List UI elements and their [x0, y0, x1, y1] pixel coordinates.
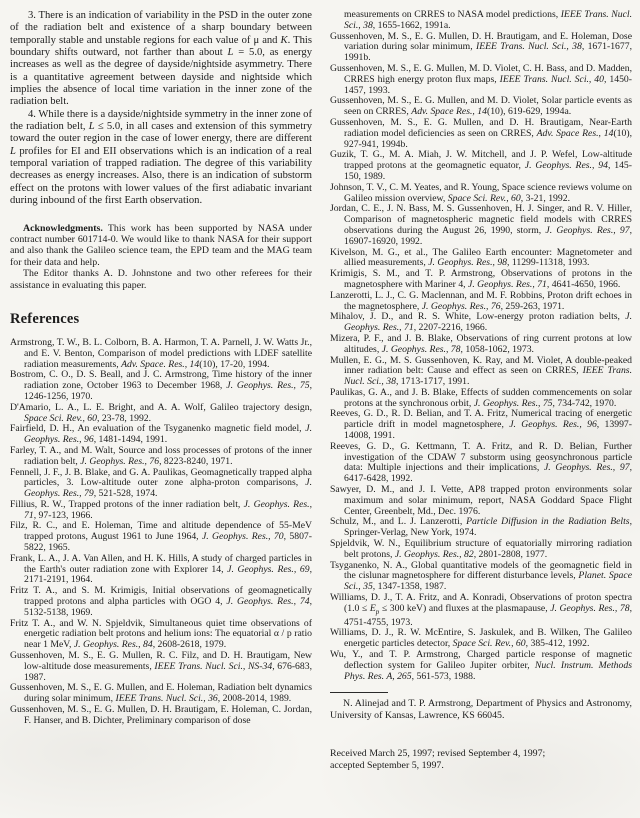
reference-entry: Paulikas, G. A., and J. B. Blake, Effects of sudden commencements on solar protons at the synchronous orbit, J. Geophys. Res., 75, 734-742, 1970. — [330, 386, 632, 409]
italic-text: J. Geophys. Res., 78 — [381, 343, 461, 355]
reference-entry: Gussenhoven, M. S., E. G. Mullen, R. C. Filz, and D. H. Brautigam, New low-altitude dose measurements, IEEE Trans. Nucl. Sci., NS-34, 676-683, 1987. — [10, 650, 313, 683]
italic-text: L — [227, 47, 234, 59]
italic-text: J. Geophys. Res., 74 — [226, 596, 310, 608]
acknowledgments-paragraph: Acknowledgments. This work has been supported by NASA under contract number 601714-0. We would like to thank NASA for their support and also thank the Galileo science team, the EPD team and the MAG team for their data and help. — [10, 222, 312, 268]
reference-entry: Farley, T. A., and M. Walt, Source and loss processes of protons of the inner radiation belt, J. Geophys. Res., 76, 8223-8240, 1971. — [10, 444, 312, 467]
reference-entry: Gussenhoven, M. S., E. G. Mullen, and E. Holeman, Radiation belt dynamics during solar minimum, IEEE Trans. Nucl. Sci., 36, 2008-2014, 1989. — [10, 682, 312, 705]
italic-text: J. Geophys. Res., 79 — [24, 477, 312, 500]
italic-text: J. Geophys. Res., 71 — [344, 311, 632, 334]
left-column — [10, 10, 312, 772]
reference-entry: Armstrong, T. W., B. L. Colborn, B. A. Harmon, T. A. Parnell, J. W. Watts Jr., and E. V. Benton, Comparison of model predictions with LDEF satellite radiation measurements, Adv. Space. Res., 14(10), 17-20, 1994. — [10, 336, 312, 370]
reference-entry: Reeves, G. D., R. D. Belian, and T. A. Fritz, Numerical tracing of energetic particle drift in model magnetosphere, J. Geophys. Res., 96, 13997-14008, 1991. — [330, 408, 632, 442]
italic-text: Adv. Space Res., 14 — [536, 127, 614, 139]
italic-text: Particle Diffusion in the Radiation Belts — [466, 516, 630, 528]
reference-entry: Tsyganenko, N. A., Global quantitative models of the geomagnetic field in the cislunar magnetosphere for different disturbance levels, Planet. Space Sci., 35, 1347-1358, 1987. — [330, 559, 632, 593]
footnote-divider — [330, 692, 388, 693]
italic-text: IEEE Trans. Nucl. Sci., 38 — [344, 9, 632, 31]
reference-entry: Fritz T. A., and S. M. Krimigis, Initial observations of geomagnetically trapped protons and alpha particles with OGO 4, J. Geophys. Res., 74, 5132-5138, 1969. — [10, 585, 313, 618]
italic-text: J. Geophys. Res., 69 — [227, 563, 310, 575]
italic-text: IEEE Trans. Nucl. Sci., 38 — [475, 41, 582, 53]
two-column-layout — [10, 10, 632, 772]
reference-entry: Bostrom, C. O., D. S. Beall, and J. C. Armstrong, Time history of the inner radiation zone, October 1963 to December 1968, J. Geophys. Res., 75, 1246-1256, 1970. — [10, 369, 312, 402]
reference-entry: Filz, R. C., and E. Holeman, Time and altitude dependence of 55-MeV trapped protons, August 1961 to June 1964, J. Geophys. Res., 70, 5807-5822, 1965. — [10, 520, 312, 554]
references-list-right — [330, 10, 632, 682]
italic-text: J. Geophys. Res., 96 — [509, 419, 597, 431]
reference-entry: Gussenhoven, M. S., E. G. Mullen, D. H. Brautigam, and E. Holeman, Dose variation during solar minimum, IEEE Trans. Nucl. Sci., 38, 1671-1677, 1991b. — [330, 30, 632, 64]
italic-text: J. Geophys. Res., 78 — [550, 602, 630, 614]
reference-entry: Johnson, T. V., C. M. Yeates, and R. Young, Space science reviews volume on Galileo mission overview, Space Sci. Rev., 60, 3-21, 1992. — [330, 181, 632, 204]
acknowledgments-section — [10, 223, 312, 291]
reference-entry: Gussenhoven, M. S., E. G. Mullen, and D. H. Brautigam, Near-Earth radiation model deficiencies as seen on CRRES, Adv. Space Res., 14(10), 927-941, 1994b. — [330, 116, 632, 150]
acknowledgments-paragraph: The Editor thanks A. D. Johnstone and two other referees for their assistance in evaluating this paper. — [10, 268, 312, 291]
italic-text: IEEE Trans. Nucl. Sci., 38 — [344, 365, 632, 388]
subscript-text: p — [375, 607, 380, 616]
italic-text: J. Geophys. Res., 71 — [468, 278, 547, 290]
italic-text: J. Geophys. Res., 76 — [80, 455, 160, 467]
author-affiliation: N. Alinejad and T. P. Armstrong, Department of Physics and Astronomy, University of Kansas, Lawrence, KS 66045. — [330, 698, 632, 721]
italic-text: J. Geophys. Res., 97 — [545, 224, 630, 236]
italic-text: Planet. Space Sci., 35 — [344, 570, 632, 593]
reference-entry: Fillius, R. W., Trapped protons of the inner radiation belt, J. Geophys. Res., 71, 97-123, 1966. — [10, 498, 312, 521]
reference-entry: Gussenhoven, M. S., E. G. Mullen, M. D. Violet, C. H. Bass, and D. Madden, CRRES high energy proton flux maps, IEEE Trans. Nucl. Sci., 40, 1450-1457, 1993. — [330, 62, 632, 96]
italic-text: IEEE Trans. Nucl. Sci., NS-34 — [154, 660, 273, 672]
reference-entry: Wu, Y., and T. P. Armstrong, Charged particle response of magnetic deflection system for Galileo Jupiter orbiter, Nucl. Instrum. Methods Phys. Res. A, 265, 561-573, 1988. — [330, 648, 632, 682]
italic-text: J. Geophys. Res., 71 — [24, 498, 312, 521]
conclusion-paragraphs — [10, 10, 312, 208]
references-heading: References — [10, 310, 80, 327]
italic-text: J. Geophys. Res., 94 — [524, 160, 608, 172]
reference-entry: Fairfield, D. H., An evaluation of the Tsyganenko magnetic field model, J. Geophys. Res., 96, 1481-1494, 1991. — [10, 423, 312, 446]
reference-entry: Guzik, T. G., M. A. Miah, J. W. Mitchell, and J. P. Wefel, Low-altitude trapped protons at the geomagnetic equator, J. Geophys. Res., 94, 145-150, 1989. — [330, 149, 633, 182]
reference-entry: Fritz T. A., and W. N. Spjeldvik, Simultaneous quiet time observations of energetic radiation belt protons and helium ions: The equatorial α / p ratio near 1 MeV, J. Geophys. Res., 84, 2608-2618, 1979. — [10, 617, 312, 651]
reference-entry: Williams, D. J., T. A. Fritz, and A. Konradi, Observations of proton spectra ($1.0 \le E_p \le 300$ keV) and fluxes at the plasmapause, J. Geophys. Res., 78, 4751-4755, 1973. — [330, 592, 632, 628]
reference-entry: Frank, L. A., J. A. Van Allen, and H. K. Hills, A study of charged particles in the Earth's outer radiation zone with Explorer 14, J. Geophys. Res., 69, 2171-2191, 1964. — [10, 552, 312, 586]
italic-text: K — [280, 34, 288, 46]
bold-text: Acknowledgments. — [23, 222, 103, 234]
reference-entry: Mullen, E. G., M. S. Gussenhoven, K. Ray, and M. Violet, A double-peaked inner radiation belt: Cause and effect as seen on CRRES, IEEE Trans. Nucl. Sci., 38, 1713-1717, 1991. — [330, 354, 632, 388]
italic-text: Space Sci. Rev., 60 — [24, 412, 97, 424]
italic-text: J. Geophys. Res., 70 — [201, 531, 284, 543]
italic-text: J. Geophys. Res., 82 — [394, 548, 474, 560]
reference-entry: Gussenhoven, M. S., E. G. Mullen, D. H. Brautigam, E. Holeman, C. Jordan, F. Hanser, and B. Dichter, Preliminary comparison of dose — [10, 704, 312, 726]
reference-entry: Williams, D. J., R. W. McEntire, S. Jaskulek, and B. Wilken, The Galileo energetic particles detector, Space Sci. Rev., 60, 385-412, 1992. — [330, 627, 632, 650]
accepted-date-line: accepted September 5, 1997. — [330, 759, 444, 771]
reference-entry: measurements on CRRES to NASA model predictions, IEEE Trans. Nucl. Sci., 38, 1655-1662, 1991a. — [344, 9, 632, 31]
italic-text: Adv. Space. Res., 14 — [121, 358, 200, 370]
right-column — [330, 10, 632, 772]
received-date-line: Received March 25, 1997; revised September 4, 1997; — [330, 748, 546, 760]
italic-text: J. Geophys. Res., 75 — [473, 397, 553, 409]
reference-entry: Spjeldvik, W. N., Equilibrium structure of equatorially mirroring radiation belt protons, J. Geophys. Res., 82, 2801-2808, 1977. — [330, 538, 632, 560]
body-paragraph: 3. There is an indication of variability in the PSD in the outer zone of the radiation belt and existence of a sharp boundary between temporally stable and unstable regions for each value of μ and K. This boundary shifts outward, not farther than about L = 5.0, as energy increases as well as the degree of dayside/nightside asymmetry. There is a quantitative agreement between dayside and nightside which implies the absence of local time variation in the inner zone of the radiation belt. — [10, 10, 312, 108]
italic-text: J. Geophys. Res., 76 — [421, 300, 501, 312]
italic-text: Space Sci. Rev., 60 — [447, 192, 521, 204]
italic-text: J. Geophys. Res., 96 — [24, 423, 312, 446]
italic-text: J. Geophys. Res., 84 — [73, 639, 153, 651]
references-list-left — [10, 338, 312, 727]
italic-text: L — [10, 145, 16, 157]
reference-entry: Reeves, G. D., G. Kettmann, T. A. Fritz, and R. D. Belian, Further investigation of the CDAW 7 substorm using geosynchronous particle data: Multiple injections and their implications, J. Geophys. Res., 97, 6417-6428, 1992. — [330, 440, 632, 485]
italic-text: E — [369, 602, 376, 614]
italic-text: Adv. Space Res., 14 — [411, 106, 487, 118]
italic-text: J. Geophys. Res., 98 — [428, 257, 508, 269]
italic-text: J. Geophys. Res., 97 — [543, 462, 630, 474]
italic-text: Space Sci. Rev., 60 — [452, 638, 526, 650]
italic-text: IEEE Trans. Nucl. Sci., 40 — [499, 73, 604, 85]
reference-entry: Schulz, M., and L. J. Lanzerotti, Particle Diffusion in the Radiation Belts, Springer-Verlag, New York, 1974. — [330, 516, 632, 539]
italic-text: IEEE Trans. Nucl. Sci., 36 — [115, 693, 218, 705]
italic-text: J. Geophys. Res., 75 — [226, 380, 310, 392]
reference-entry: Mihalov, J. D., and R. S. White, Low-energy proton radiation belts, J. Geophys. Res., 71, 2207-2216, 1966. — [330, 311, 632, 334]
reference-entry: Mizera, P. F., and J. B. Blake, Observations of ring current protons at low altitudes, J. Geophys. Res., 78, 1058-1062, 1973. — [330, 332, 632, 355]
reference-entry: D'Amario, L. A., L. E. Bright, and A. A. Wolf, Galileo trajectory design, Space Sci. Rev., 60, 23-78, 1992. — [10, 401, 312, 424]
received-dates-block — [330, 748, 632, 772]
reference-entry: Lanzerotti, L. J., C. G. Maclennan, and M. F. Robbins, Proton drift echoes in the magnetosphere, J. Geophys. Res., 76, 259-263, 1971. — [330, 289, 632, 312]
italic-text: L — [88, 121, 95, 133]
reference-entry: Fennell, J. F., J. B. Blake, and G. A. Paulikas, Geomagnetically trapped alpha particles, 3. Low-altitude outer zone alpha-proton comparisons, J. Geophys. Res., 79, 521-528, 1974. — [10, 466, 312, 500]
body-paragraph: 4. While there is a dayside/nightside symmetry in the inner zone of the radiation belt, L ≤ 5.0, in all cases and extension of this symmetry toward the outer region in the case of lower energy, there are different L profiles for EI and EII observations which is an indication of a real temporal variation of trapped radiation. The degree of this variability decreases as energy increases. Also, there is an indication of substorm effect on the protons with lower values of the first adiabatic invariant during inbound of the first Earth observation. — [10, 108, 312, 207]
reference-entry: Kivelson, M. G., et al., The Galileo Earth encounter: Magnetometer and allied measurements, J. Geophys. Res., 98, 11299-11318, 1993. — [330, 246, 632, 269]
reference-entry: Jordan, C. E., J. N. Bass, M. S. Gussenhoven, H. J. Singer, and R. V. Hiller, Comparison of magnetospheric magnetic field models with CRRES observations during the August 26, 1990, storm, J. Geophys. Res., 97, 16907-16920, 1992. — [330, 203, 632, 247]
reference-entry: Gussenhoven, M. S., E. G. Mullen, and M. D. Violet, Solar particle events as seen on CRRES, Adv. Space Res., 14(10), 619-629, 1994a. — [330, 95, 632, 118]
italic-text: Nucl. Instrum. Methods Phys. Res. A, 265 — [344, 659, 632, 682]
reference-entry: Krimigis, S. M., and T. P. Armstrong, Observations of protons in the magnetosphere with Mariner 4, J. Geophys. Res., 71, 4641-4650, 1966. — [330, 268, 632, 290]
reference-entry: Sawyer, D. M., and J. I. Vette, AP8 trapped proton environments solar maximum and solar minimum, report, NASA Goddard Space Flight Center, Greenbelt, Md., Dec. 1976. — [330, 484, 632, 517]
